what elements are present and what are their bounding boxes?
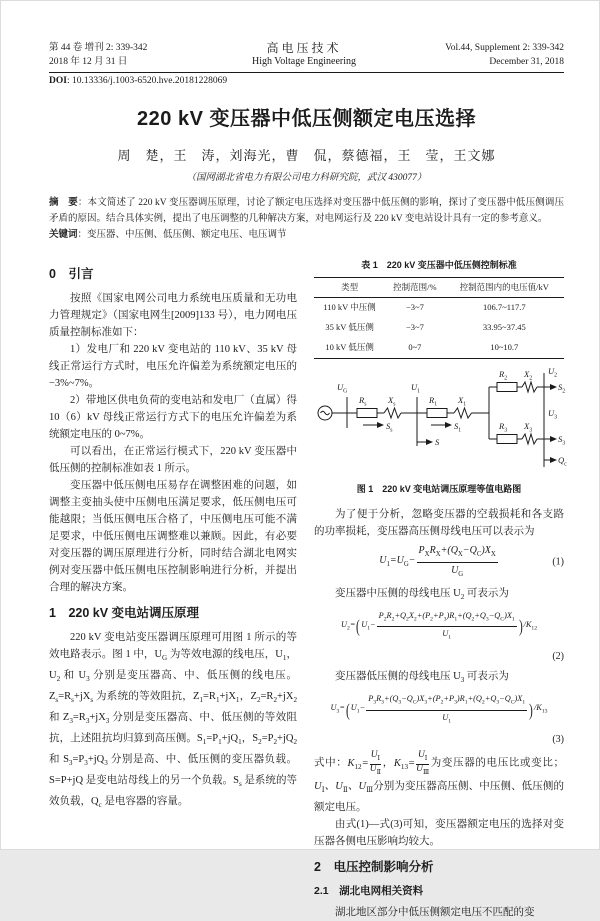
- header-center: [219, 41, 389, 69]
- journal-header: [49, 41, 564, 69]
- column-header: 控制范围/%: [385, 277, 444, 297]
- cell-type: 35 kV 低压侧: [314, 318, 385, 338]
- two-column-body: [49, 257, 564, 921]
- keywords-label: 关键词: [49, 229, 78, 240]
- eq3-post: $/K_{13}$: [534, 702, 547, 718]
- table-header-row: [314, 277, 564, 297]
- table1-caption: 表 1 220 kV 变压器中低压侧控制标准: [314, 257, 564, 274]
- label-s1: $S_1$: [454, 422, 461, 436]
- equation-3: [314, 693, 564, 727]
- cell-voltage: 33.95~37.45: [445, 318, 564, 338]
- equation-1: [314, 544, 564, 581]
- eq1-fraction: $\frac{P_XR_X+(Q_X-Q_C)X_X}{U_G}$: [417, 544, 498, 581]
- eq3-inner: $U_1-$: [351, 702, 365, 718]
- heading-intro: 0 引言: [49, 266, 297, 283]
- doi-value: : 10.13336/j.1003-6520.hve.20181228069: [67, 76, 227, 86]
- label-x2: $X_2$: [524, 370, 532, 384]
- label-ug: $U_G$: [337, 383, 347, 397]
- cell-range: −3~7: [385, 297, 444, 318]
- eq3-number: (3): [314, 731, 564, 748]
- resistor-r3: [497, 434, 517, 443]
- cell-voltage: 106.7~117.7: [445, 297, 564, 318]
- eq2-inner: $U_1-$: [361, 619, 375, 635]
- page-title: 220 kV 变压器中低压侧额定电压选择: [49, 102, 564, 131]
- eq2-fraction: $\frac{P_2R_2+Q_2X_2+(P_2+P_3)R_1+(Q_2+Q_3-Q_C)X_1}{U_1}$: [377, 610, 517, 644]
- date-cn: 2018 年 12 月 31 日: [49, 55, 219, 69]
- cell-range: −3~7: [385, 318, 444, 338]
- label-s: S: [435, 438, 439, 447]
- table-row: [314, 297, 564, 318]
- label-rs: $R_s$: [359, 396, 366, 410]
- cell-type: 110 kV 中压侧: [314, 297, 385, 318]
- doi-label: DOI: [49, 76, 67, 86]
- eq3-lhs: $U_3=$: [331, 702, 345, 718]
- abstract-label: 摘 要: [49, 197, 78, 208]
- label-r1: $R_1$: [429, 396, 437, 410]
- paragraph: 1）发电厂和 220 kV 变电站的 110 kV、35 kV 母线正常运行方式时，电压允许偏差为系统额定电压的−3%~7%。: [49, 341, 297, 392]
- table-row: [314, 318, 564, 338]
- eq2-number: (2): [314, 648, 564, 665]
- column-header: 类型: [314, 277, 385, 297]
- paragraph: 变压器中低压侧电压易存在调整困难的问题，如调整主变抽头使中压侧电压满足要求，低压侧电压可能越限；当低压侧电压合格了，中压侧电压可能不满足要求，中低压侧电压调整难以兼顾。因此，有必要对变压器的调压原理进行分析，同时结合湖北电网实例对变压器中低压侧电压控制影响进行分析，并提出合理的解决方案。: [49, 477, 297, 596]
- paragraph: 220 kV 变电站变压器调压原理可用图 1 所示的等效电路表示。图 1 中，$U_G$ 为等效电源的线电压，$U_1$，$U_2$ 和 $U_3$ 分别是变压器高、中、低压侧的线电压。$Z_s=R_s+jX_s$ 为系统的等效阻抗，$Z_1=R_1+jX_1$，$Z_2=R_2+jX_2$ 和 $Z_3=R_3+jX_3$ 分别是变压器高、中、低压侧的等效阻抗，上述阻抗均归算到高压侧。$S_1=P_1+jQ_1$，$S_2=P_2+jQ_2$ 和 $S_3=P_3+jQ_3$ 分别是高、中、低压侧的变压器负载。S=P+jQ 是变电站母线上的另一个负载。$S_s$ 是系统的等效负载，$Q_c$ 是电容器的容量。: [49, 629, 297, 815]
- label-xs: $X_s$: [388, 396, 395, 410]
- eq1-number: (1): [552, 556, 564, 569]
- eq2-lhs: $U_2=$: [341, 619, 355, 635]
- paragraph: 按照《国家电网公司电力系统电压质量和无功电力管理规定》（国家电网生[2009]133 号），电力网电压质量控制标准如下：: [49, 290, 297, 341]
- label-r3: $R_3$: [499, 422, 507, 436]
- heading-section21: 2.1 湖北电网相关资料: [314, 883, 564, 900]
- paragraph: 变压器中压侧的母线电压 $U_2$ 可表示为: [314, 585, 564, 606]
- cell-voltage: 10~10.7: [445, 338, 564, 359]
- right-paren: ): [529, 705, 533, 716]
- ratio-k12: $\frac{U_Ⅰ}{U_Ⅱ}$: [370, 751, 381, 778]
- left-column: [49, 257, 297, 921]
- label-r2: $R_2$: [499, 370, 507, 384]
- left-paren: (: [356, 621, 360, 632]
- table1: [314, 277, 564, 359]
- journal-name-cn: 高电压技术: [219, 41, 389, 55]
- volume-en: Vol.44, Supplement 2: 339-342: [389, 41, 564, 55]
- heading-section1: 1 220 kV 变电站调压原理: [49, 605, 297, 622]
- right-paren: ): [519, 621, 523, 632]
- header-right: [389, 41, 564, 69]
- paragraph-where: 式中：$K_{12}=$ $\frac{U_Ⅰ}{U_Ⅱ}$ ，$K_{13}=$ $\frac{U_Ⅰ}{U_Ⅲ}$ 为变压器的电压比或变比；$U_Ⅰ$、$U_Ⅱ$、$U_Ⅲ$分别为变压器高压侧、中压侧、低压侧的额定电压。: [314, 751, 564, 816]
- where-label: 式中：: [314, 758, 347, 769]
- resistor-r1: [427, 408, 447, 417]
- paragraph: 变压器低压侧的母线电压 $U_3$ 可表示为: [314, 668, 564, 689]
- paragraph: 2）带地区供电负荷的变电站和发电厂（直属）得 10（6）kV 母线正常运行方式下的电压允许偏差为系统额定电压的 0~7%。: [49, 392, 297, 443]
- header-left: [49, 41, 219, 69]
- label-s2: $S_2$: [558, 383, 565, 397]
- table-row: [314, 338, 564, 359]
- keywords-line: [49, 227, 564, 244]
- label-x3: $X_3$: [524, 422, 532, 436]
- cell-range: 0~7: [385, 338, 444, 359]
- label-x1: $X_1$: [458, 396, 466, 410]
- date-en: December 31, 2018: [389, 55, 564, 69]
- label-ss: $S_s$: [386, 422, 393, 436]
- equation-2: [314, 610, 564, 644]
- paragraph: 由式(1)—式(3)可知，变压器额定电压的选择对变压器各侧电压影响均较大。: [314, 816, 564, 850]
- paragraph: 可以看出，在正常运行模式下，220 kV 变压器中低压侧的控制标准如表 1 所示。: [49, 443, 297, 477]
- abstract-text: ：本文简述了 220 kV 变压器调压原理，讨论了额定电压选择对变压器中低压侧的影响，探讨了变压器中低压侧调压矛盾的原因。结合具体实例，提出了电压调整的几种解决方案，对电网运行及 220 kV 变电站设计具有一定的参考意义。: [49, 198, 564, 224]
- abstract-block: [49, 195, 564, 244]
- column-header: 控制范围内的电压值/kV: [445, 277, 564, 297]
- eq3-fraction: $\frac{P_3R_3+(Q_3-Q_C)X_3+(P_2+P_3)R_1+(Q_2+Q_3-Q_C)X_1}{U_1}$: [366, 693, 527, 727]
- ratio-k13: $\frac{U_Ⅰ}{U_Ⅲ}$: [416, 751, 429, 778]
- eq1-lhs: $U_1=U_G-$: [379, 554, 415, 571]
- header-rule: [49, 72, 564, 73]
- volume-cn: 第 44 卷 增刊 2: 339-342: [49, 41, 219, 55]
- left-paren: (: [346, 705, 350, 716]
- label-qc: $Q_c$: [558, 456, 567, 470]
- resistor-r2: [497, 382, 517, 391]
- eq2-post: $/K_{12}$: [524, 619, 537, 635]
- keywords-text: ：变压器、中压侧、低压侧、额定电压、电压调节: [78, 230, 287, 240]
- resistor-rs: [357, 408, 377, 417]
- doi-line: [49, 76, 564, 86]
- paragraph: 为了便于分析，忽略变压器的空载损耗和各支路的功率损耗，变压器高压侧母线电压可以表示为: [314, 506, 564, 540]
- label-u1: $U_1$: [411, 383, 420, 397]
- figure1-circuit-diagram: [311, 367, 567, 477]
- label-u2: $U_2$: [548, 367, 557, 381]
- journal-name-en: High Voltage Engineering: [219, 55, 389, 69]
- heading-section2: 2 电压控制影响分析: [314, 859, 564, 876]
- label-u3: $U_3$: [548, 409, 557, 423]
- authors: 周 楚，王 涛，刘海光，曹 侃，蔡德福，王 莹，王文娜: [49, 145, 564, 164]
- label-s3: $S_3$: [558, 435, 565, 449]
- cell-type: 10 kV 低压侧: [314, 338, 385, 359]
- paragraph: 湖北地区部分中低压侧额定电压不匹配的变: [314, 904, 564, 921]
- right-column: [314, 257, 564, 921]
- affiliation: （国网湖北省电力有限公司电力科研究院，武汉 430077）: [49, 169, 564, 183]
- figure1-caption: 图 1 220 kV 变电站调压原理等值电路图: [314, 481, 564, 498]
